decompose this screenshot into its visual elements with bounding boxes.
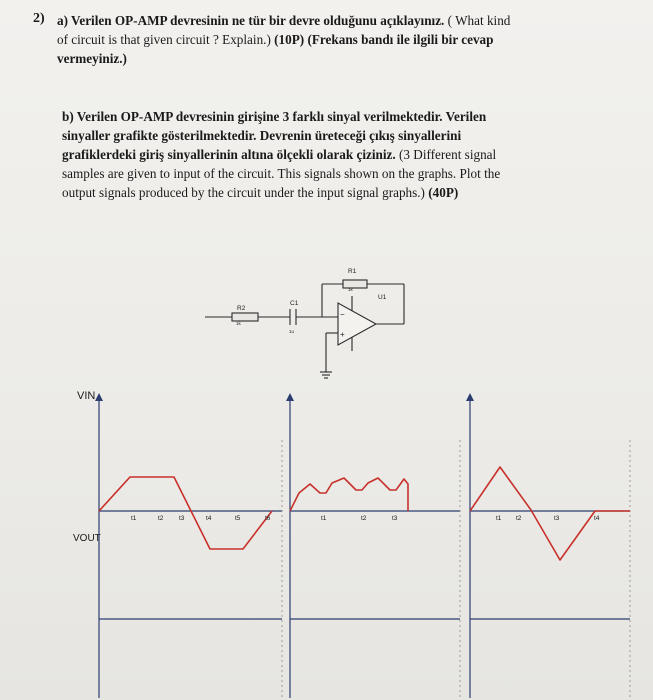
graph1-tick-t6: t6 (265, 515, 271, 522)
graph2-tick-t3: t3 (392, 515, 398, 522)
part-b-line-4-normal: samples are given to input of the circuit. This signals shown on the graphs. Plot the (62, 166, 501, 181)
r1-value: 1k (348, 287, 353, 292)
part-b-line-3-bold: grafiklerdeki giriş sinyallerinin altına ölçekli olarak çiziniz. (62, 147, 396, 162)
op-amp-plus: + (340, 330, 345, 339)
graph3-axis-arrow (466, 393, 474, 401)
u1-label: U1 (378, 294, 387, 301)
graph3-tick-t3: t3 (554, 515, 560, 522)
r1-resistor (343, 280, 367, 288)
c1-value: 1u (289, 329, 295, 334)
graph1-input-signal (99, 477, 272, 549)
graph2-input-signal (290, 478, 408, 511)
r2-value: 1k (236, 321, 241, 326)
graph3-tick-t4: t4 (594, 515, 600, 522)
part-a-line-3-bold: vermeyiniz.) (57, 51, 127, 66)
graphs-area (73, 390, 630, 698)
graph3-tick-t1: t1 (496, 515, 502, 522)
graph1-axis-arrow (95, 393, 103, 401)
graph1-tick-t4: t4 (206, 515, 212, 522)
graph2-axis-arrow (286, 393, 294, 401)
question-number: 2) (33, 11, 45, 26)
r1-label: R1 (348, 268, 357, 275)
graph1-tick-t5: t5 (235, 515, 241, 522)
part-b-line-5-normal: output signals produced by the circuit under the input signal graphs.) (62, 185, 425, 200)
op-amp-minus: − (340, 310, 345, 319)
part-a-line-2-bold: (10P) (Frekans bandı ile ilgili bir cevap (270, 32, 494, 47)
vout-label: VOUT (73, 533, 101, 544)
graph2-tick-t2: t2 (361, 515, 367, 522)
r2-resistor (232, 313, 258, 321)
r2-label: R2 (237, 305, 246, 312)
graph3-input-signal (470, 467, 630, 560)
part-a-line-1-normal: ( What kind (444, 13, 511, 28)
part-b-line-1-bold: b) Verilen OP-AMP devresinin girişine 3 farklı sinyal verilmektedir. Verilen (62, 109, 487, 124)
graph1-tick-t1: t1 (131, 515, 137, 522)
c1-label: C1 (290, 300, 299, 307)
part-b-line-3-normal: (3 Different signal (395, 147, 497, 162)
part-a-line-1-bold: a) Verilen OP-AMP devresinin ne tür bir devre olduğunu açıklayınız. (57, 13, 445, 28)
graph1-tick-t3: t3 (179, 515, 185, 522)
part-b-line-2-bold: sinyaller grafikte gösterilmektedir. Devrenin üreteceği çıkış sinyallerini (62, 128, 462, 143)
part-b-line-5-bold: (40P) (424, 185, 459, 200)
graph3-tick-t2: t2 (516, 515, 522, 522)
vin-label: VIN (77, 390, 96, 402)
part-a-line-2-normal: of circuit is that given circuit ? Explain.) (57, 32, 271, 47)
graph2-tick-t1: t1 (321, 515, 327, 522)
graph1-tick-t2: t2 (158, 515, 164, 522)
